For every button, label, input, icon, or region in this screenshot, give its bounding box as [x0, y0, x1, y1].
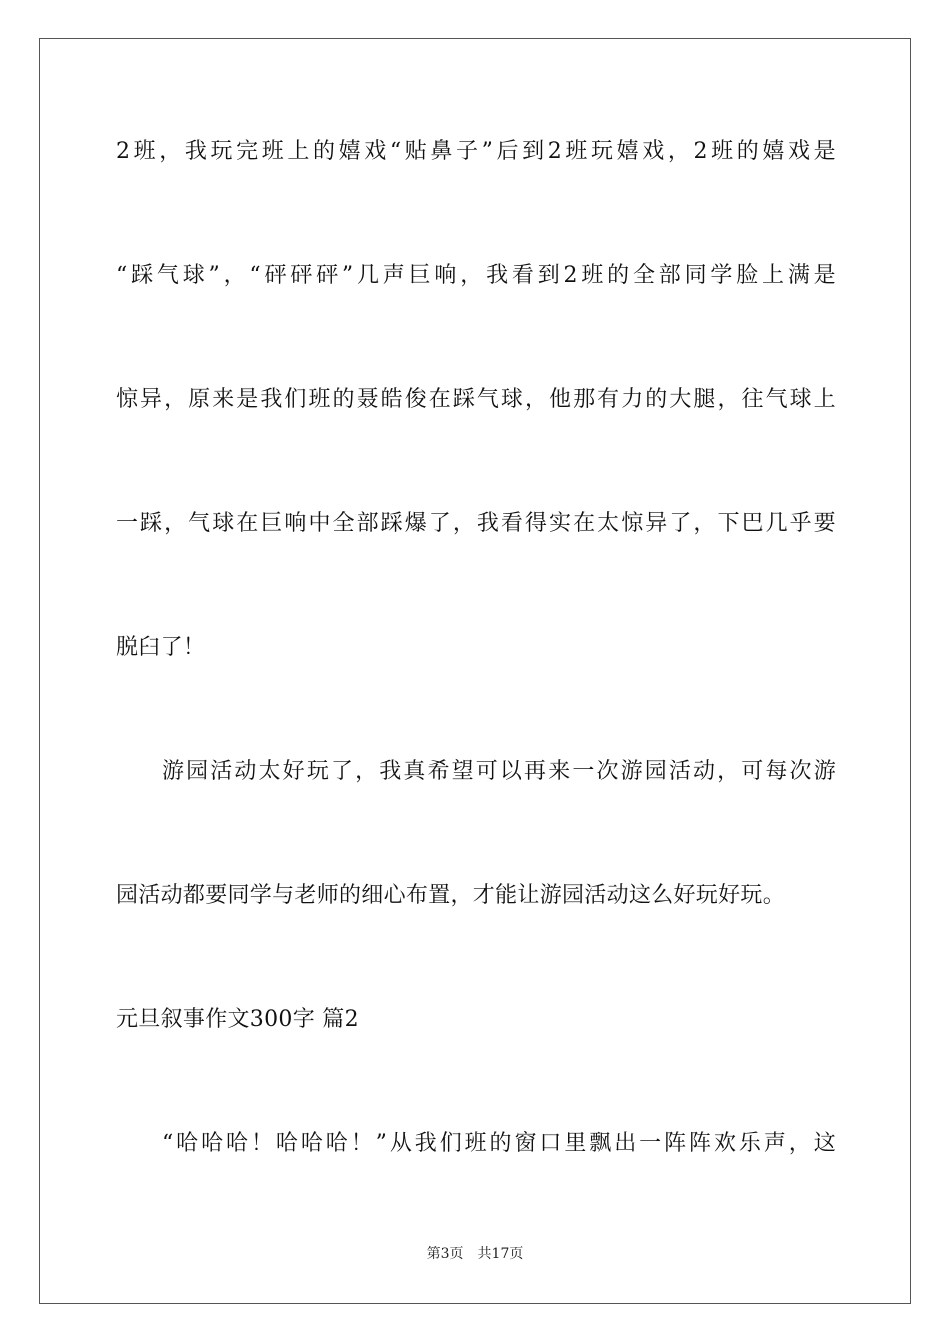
page-total: 共17页	[477, 1246, 524, 1262]
page-border	[39, 38, 911, 1304]
paragraph-first-line: “哈哈哈！哈哈哈！”从我们班的窗口里飘出一阵阵欢乐声，这	[162, 1131, 836, 1156]
page-footer	[0, 1245, 950, 1263]
text-line: 2班，我玩完班上的嬉戏“贴鼻子”后到2班玩嬉戏，2班的嬉戏是	[116, 139, 836, 164]
paragraph-first-line: 游园活动太好玩了，我真希望可以再来一次游园活动，可每次游	[162, 759, 836, 784]
text-line: 园活动都要同学与老师的细心布置，才能让游园活动这么好玩好玩。	[116, 883, 786, 908]
text-line: “踩气球”，“砰砰砰”几声巨响，我看到2班的全部同学脸上满是	[116, 263, 836, 288]
text-line: 一踩，气球在巨响中全部踩爆了，我看得实在太惊异了，下巴几乎要	[116, 511, 836, 536]
page-number: 第3页	[426, 1246, 464, 1262]
text-line: 惊异，原来是我们班的聂皓俊在踩气球，他那有力的大腿，往气球上	[116, 387, 836, 412]
section-heading: 元旦叙事作文300字 篇2	[116, 1007, 359, 1032]
text-line: 脱臼了！	[116, 635, 206, 660]
